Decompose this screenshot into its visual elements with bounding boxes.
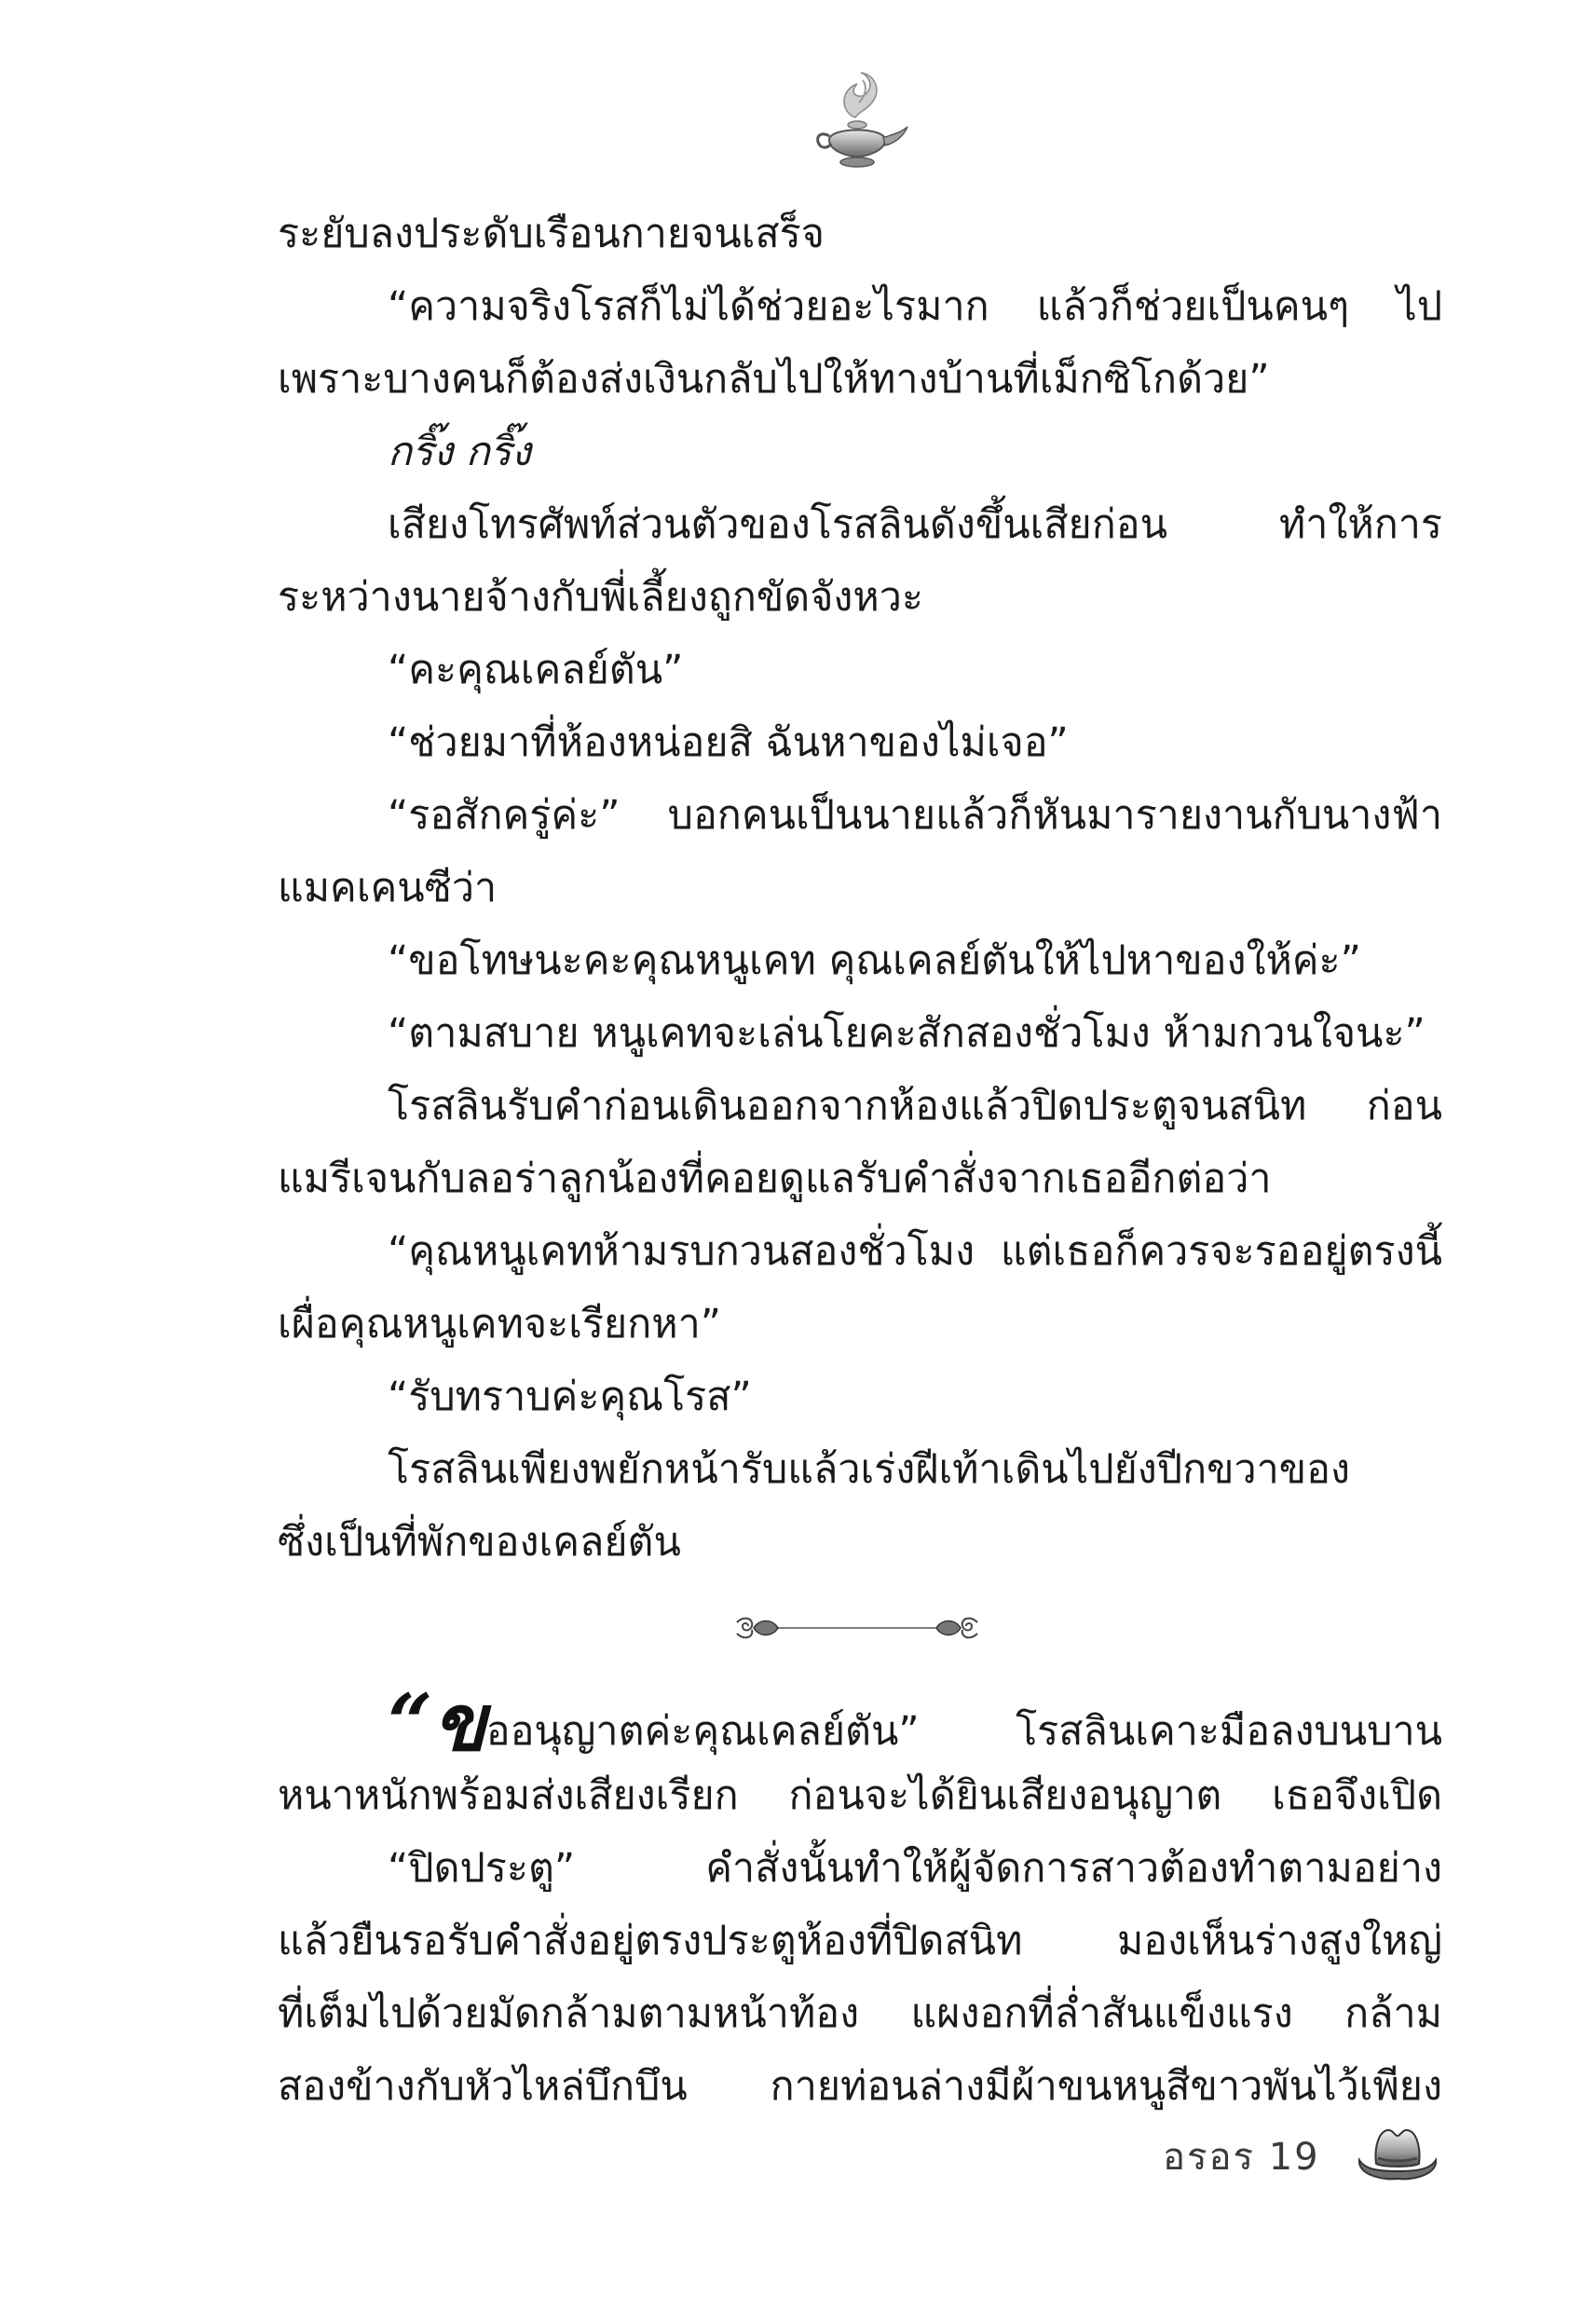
dropcap-letter: ข [432, 1687, 486, 1759]
text-line: “ช่วยมาที่ห้องหน่อยสิ ฉันหาของไม่เจอ” [388, 719, 1069, 766]
sound-effect-line: กริ๊ง กริ๊ง [388, 429, 531, 475]
footer-book-title: อรอร [1163, 2136, 1256, 2179]
text-line: ระหว่างนายจ้างกับพี่เลี้ยงถูกขัดจังหวะ [278, 574, 923, 621]
text-line: “ปิดประตู” คำสั่งนั้นทำให้ผู้จัดการสาวต้องทำตามอย่าง [388, 1845, 1442, 1892]
text-line: ซึ่งเป็นที่พักของเคลย์ตัน [278, 1519, 681, 1566]
text-line: แล้วยืนรอรับคำสั่งอยู่ตรงประตูห้องที่ปิดสนิท มองเห็นร่างสูงใหญ่ [278, 1918, 1442, 1964]
body-text-bottom [278, 1687, 1442, 2123]
body-text-top [278, 198, 1442, 1579]
cowboy-hat-icon [1356, 2123, 1439, 2182]
dropcap-quote: “ [388, 1687, 433, 1759]
text-line: เสียงโทรศัพท์ส่วนตัวของโรสลินดังขึ้นเสียก่อน ทำให้การ [388, 501, 1442, 548]
page-footer [1155, 2123, 1435, 2188]
text-line: สองข้างกับหัวไหล่บึกบึน กายท่อนล่างมีผ้าขนหนูสีขาวพันไว้เพียง [278, 2063, 1442, 2110]
text-line: ระยับลงประดับเรือนกายจนเสร็จ [278, 211, 825, 257]
text-line: หนาหนักพร้อมส่งเสียงเรียก ก่อนจะได้ยินเสียงอนุญาต เธอจึงเปิด [278, 1772, 1442, 1819]
text-line: เพราะบางคนก็ต้องส่งเงินกลับไปให้ทางบ้านที่เม็กซิโกด้วย” [278, 356, 1270, 403]
text-line: “คะคุณเคลย์ตัน” [388, 647, 684, 693]
dropcap-line-text: ออนุญาตค่ะคุณเคลย์ตัน” โรสลินเคาะมือลงบนบาน [485, 1708, 1442, 1755]
text-line: “ขอโทษนะคะคุณหนูเคท คุณเคลย์ตันให้ไปหาของให้ค่ะ” [388, 937, 1361, 984]
text-line: “คุณหนูเคทห้ามรบกวนสองชั่วโมง แต่เธอก็ควรจะรออยู่ตรงนี้ [388, 1228, 1442, 1275]
text-line: “ความจริงโรสก็ไม่ได้ช่วยอะไรมาก แล้วก็ช่วยเป็นคนๆ ไป [388, 283, 1442, 330]
text-line: แมรีเจนกับลอร่าลูกน้องที่คอยดูแลรับคำสั่งจากเธออีกต่อว่า [278, 1156, 1272, 1202]
text-line: “ตามสบาย หนูเคทจะเล่นโยคะสักสองชั่วโมง ห้ามกวนใจนะ” [388, 1010, 1425, 1057]
flourish-divider [731, 1609, 983, 1647]
text-line: เผื่อคุณหนูเคทจะเรียกหา” [278, 1301, 722, 1347]
text-line: “รอสักครู่ค่ะ” บอกคนเป็นนายแล้วก็หันมารายงานกับนางฟ้า [388, 792, 1442, 839]
text-line: ที่เต็มไปด้วยมัดกล้ามตามหน้าท้อง แผงอกที่ล่ำสันแข็งแรง กล้าม [278, 1990, 1442, 2037]
text-line: โรสลินเพียงพยักหน้ารับแล้วเร่งฝีเท้าเดินไปยังปีกขวาของ [388, 1446, 1351, 1493]
text-line: แมคเคนซีว่า [278, 865, 498, 911]
text-line-dropcap [278, 1687, 1442, 1759]
text-line: โรสลินรับคำก่อนเดินออกจากห้องแล้วปิดประตูจนสนิท ก่อน [388, 1083, 1442, 1129]
footer-title-page [1163, 2126, 1320, 2186]
text-line: “รับทราบค่ะคุณโรส” [388, 1374, 752, 1420]
genie-lamp-icon [801, 65, 913, 177]
page-number: 19 [1268, 2136, 1320, 2179]
